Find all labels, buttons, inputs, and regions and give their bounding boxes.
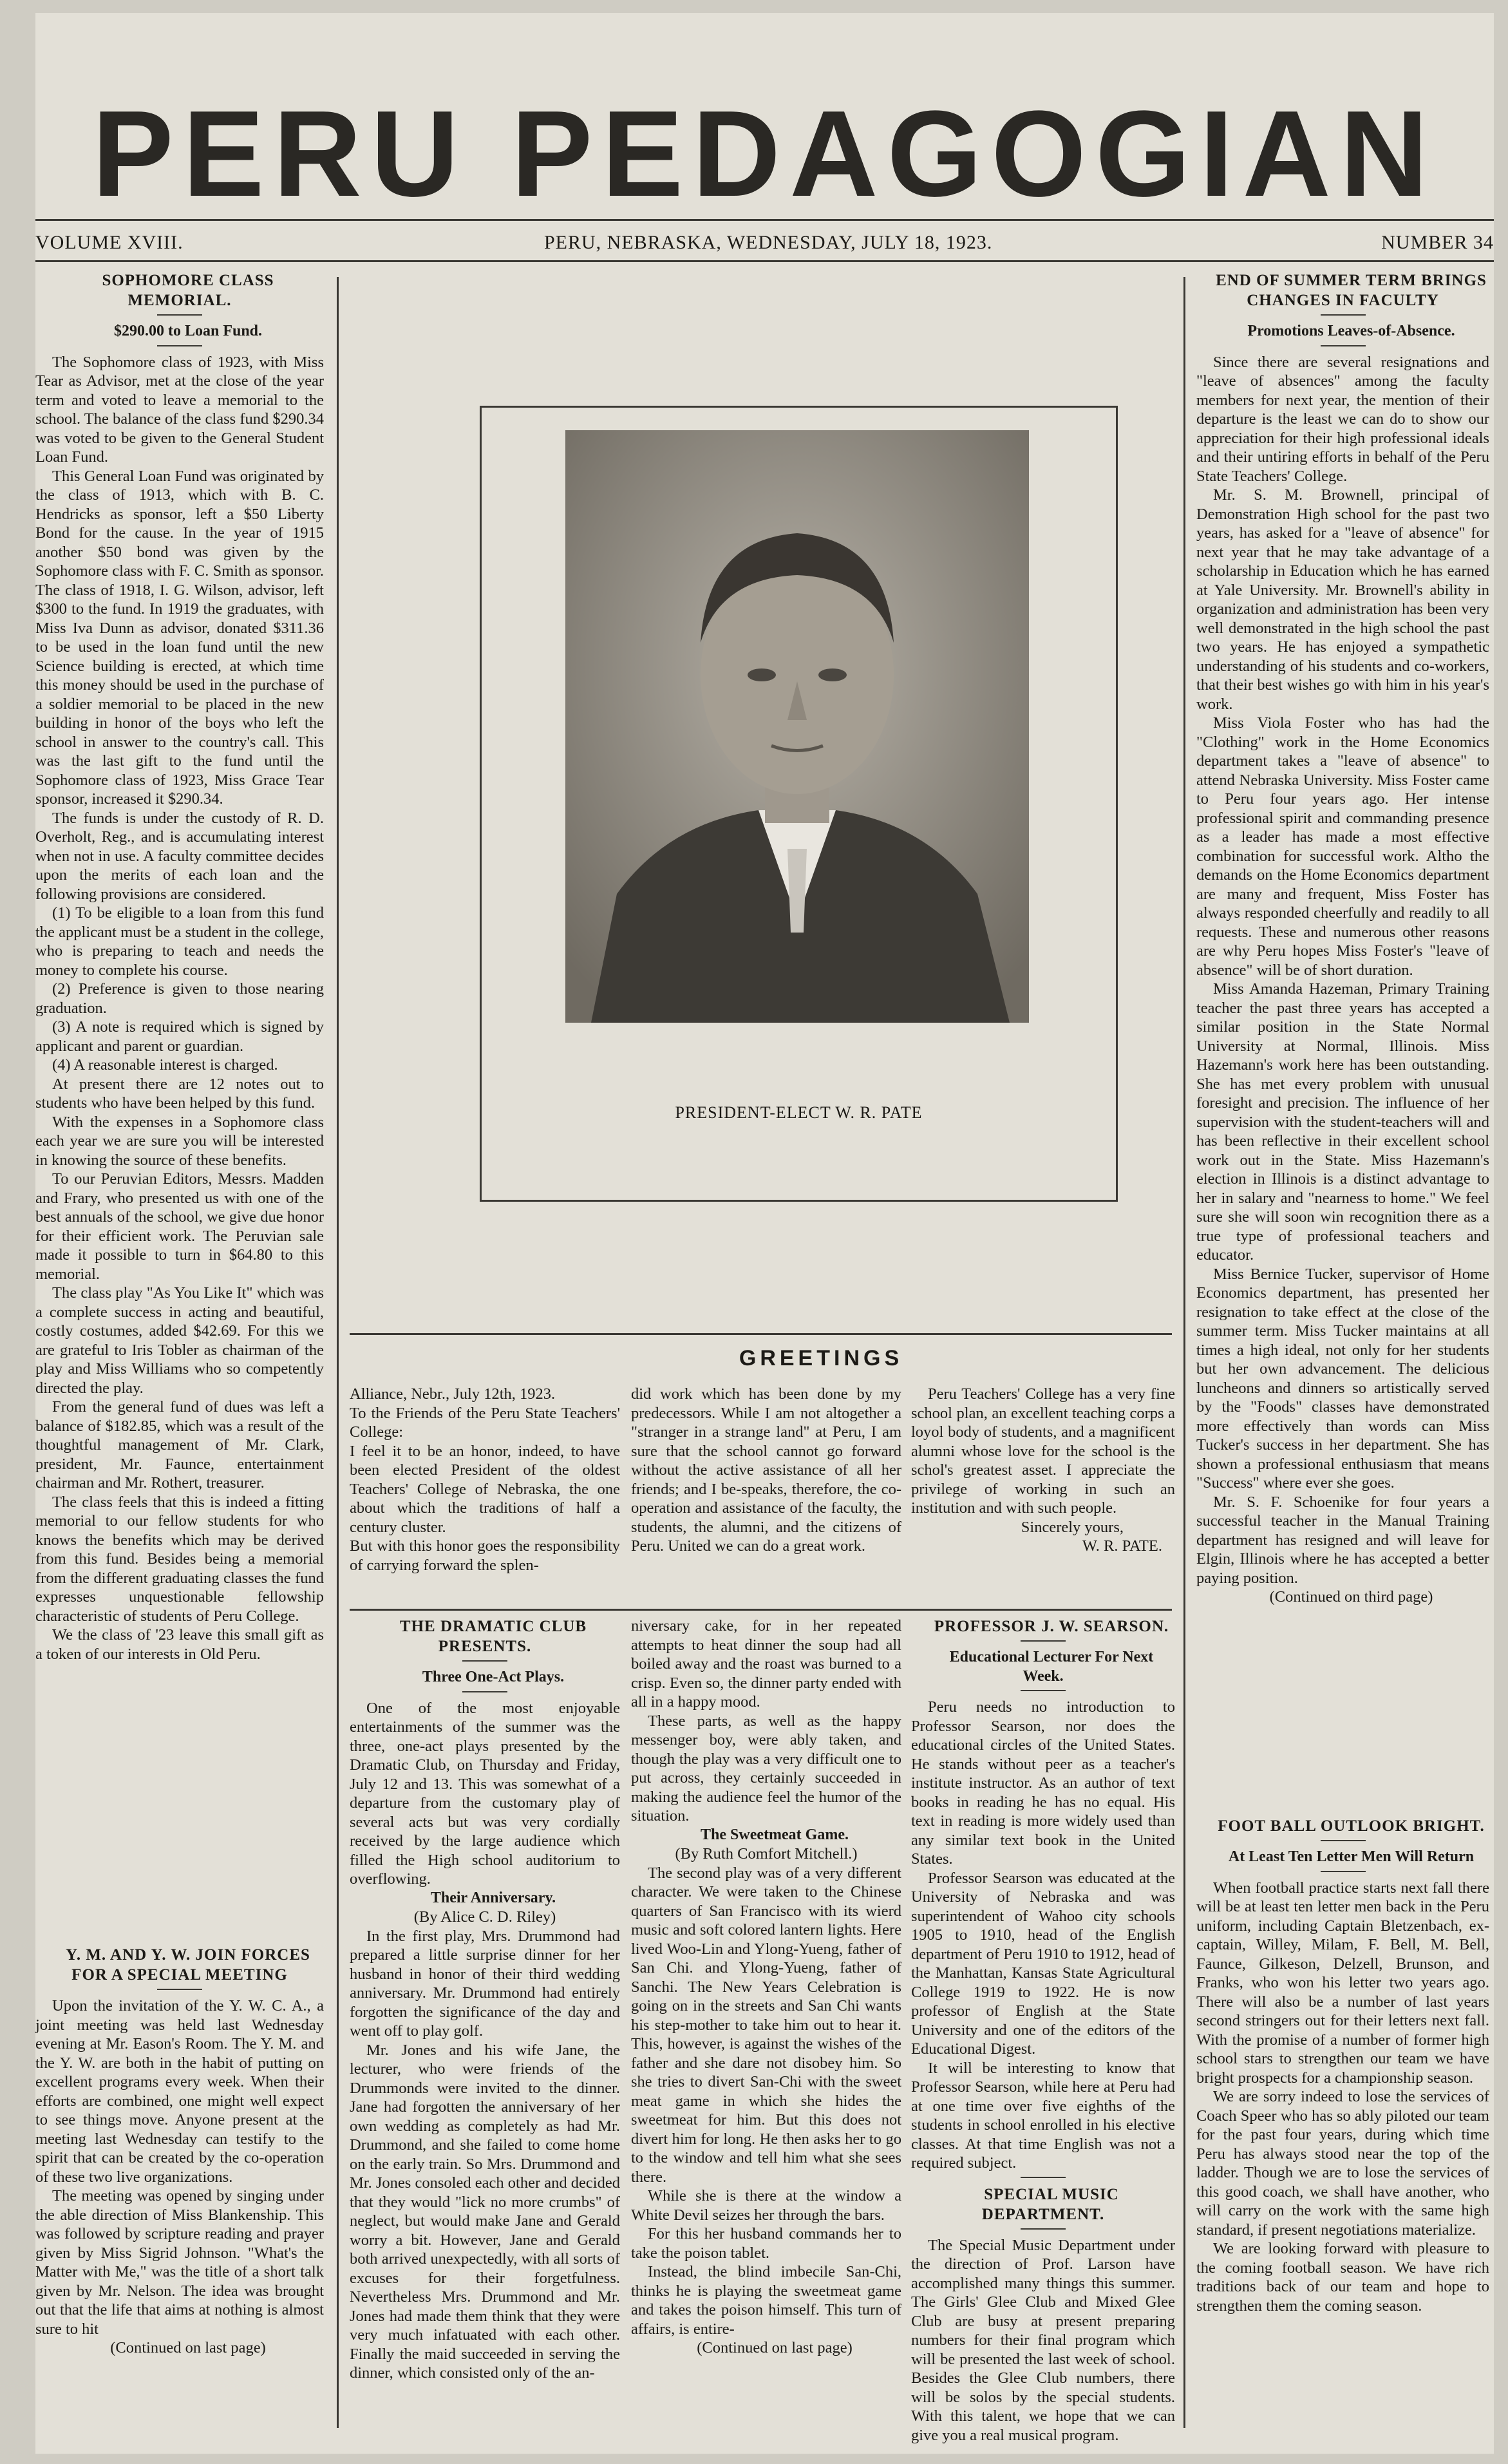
ymca-headline: Y. M. AND Y. W. JOIN FORCES FOR A SPECIAL MEETING	[66, 1946, 310, 1984]
music-headline: SPECIAL MUSIC DEPARTMENT.	[981, 2185, 1119, 2223]
article-paragraph: Professor Searson was educated at the University of Nebraska and was superintendent of Wahoo city schools 1905 to 1910, head of the English department of Peru 1910 to 1912, head of the Manhattan, Kansas State Agricultural College 1919 to 1922. He is now professor of English at the State University and one of the editors of the Educational Digest.	[911, 1869, 1175, 2058]
article-paragraph: While she is there at the window a White Devil seizes her through the bars.	[631, 2187, 901, 2224]
article-paragraph: We are looking forward with pleasure to the coming football season. We have rich traditions back of our team and hope to strengthen them the coming season.	[1196, 2240, 1489, 2315]
article-paragraph: For this her husband commands her to take the poison tablet.	[631, 2225, 901, 2262]
masthead-rule-top	[35, 219, 1494, 221]
play-title: Their Anniversary.	[430, 1889, 556, 1906]
divider	[1321, 1871, 1366, 1872]
article-paragraph: At present there are 12 notes out to students who have been helped by this fund.	[35, 1075, 324, 1112]
faculty-article	[1196, 270, 1489, 1607]
greetings-column-3	[911, 1385, 1175, 1556]
article-paragraph: To our Peruvian Editors, Messrs. Madden and Frary, who presented us with one of the best annuals of the school, we give due honor for their efficient work. The Peruvian sale made it possible to turn in $64.80 to this memorial.	[35, 1170, 324, 1283]
article-paragraph: Miss Amanda Hazeman, Primary Training teacher the past three years has accepted a similar position in the State Normal University at Normal, Illinois. Miss Hazemann's work here has been outstanding. She has met every problem with unusual foresight and precision. The influence of her supervision with the student-teachers will and has been reflective in their excellent school work out in the State. Miss Hazemann's election in Illinois is a distinct advantage to her in salary and "nearness to home." We feel sure she will soon win recognition there as a true type of professional teachers and educator.	[1196, 980, 1489, 1264]
dramatic-article	[350, 1616, 620, 2383]
greetings-column-2: did work which has been done by my predecessors. While I am not altogether a "stranger in a strange land" at Peru, I am sure that the school cannot go forward without the active assistance of all her friends; and I be-speaks, therefore, the co-operation and assistance of the faculty, the students, the alumni, and the citizens of Peru. United we can do a great work.	[631, 1385, 901, 1555]
article-paragraph: Mr. Jones and his wife Jane, the lecturer, who were friends of the Drummonds were invited to the dinner. Jane had forgotten the anniversary of her own wedding as completely as had Mr. Drummond, and she failed to come home on the early train. So Mrs. Drummond and Mr. Jones consoled each other and decided that they would "lick no more crumbs" of neglect, but would make Jane and Gerald worry a bit. However, Jane and Gerald both arrived unexpectedly, with all sorts of excuses for their forgetfulness. Nevertheless Mrs. Drummond and Mr. Jones had made them think that they were very much infatuated with each other. Finally the maid succeeded in serving the dinner, which consisted only of the an-	[350, 2041, 620, 2382]
divider	[1321, 345, 1366, 346]
ymca-article	[35, 1945, 324, 2358]
dramatic-article-cont	[631, 1616, 901, 2358]
divider	[1321, 1840, 1366, 1841]
article-paragraph: Peru needs no introduction to Professor Searson, nor does the educational circles of the United States. He stands without peer as a teacher's institute instructor. As an author of text books in reading he has no equal. His text in reading is more widely used than any similar text book in the United States.	[911, 1698, 1175, 1868]
divider	[1321, 314, 1366, 316]
newspaper-page	[35, 13, 1494, 2454]
article-paragraph: The second play was of a very different character. We were taken to the Chinese quarters of San Francisco with its wierd music and soft colored lantern lights. Here lived Woo-Lin and Ylong-Yueng, father of San Chi. and Ylong-Yueng, father of Sanchi. The New Years Celebration is going on in the streets and San Chi wants his step-mother to take him out to hear it. This, however, is against the wishes of the father and she dare not disobey him. So she tries to divert San-Chi with the sweet meat game in which she hides the sweetmeat for him. But this does not divert him for long. He then asks her to go to the window and tell him what she sees there.	[631, 1864, 901, 2186]
divider	[1021, 2177, 1066, 2178]
masthead-title: PERU PEDAGOGIAN	[91, 86, 1438, 222]
dramatic-subhead: Three One-Act Plays.	[422, 1669, 565, 1685]
article-paragraph: We are sorry indeed to lose the services of Coach Speer who has so ably piloted our team for the past four years, during which time Peru has always stood near the top of the ladder. Though we are to lose the services of this good coach, we shall have another, who will carry on the work with the same high standard, if present negotiations materialize.	[1196, 2088, 1489, 2239]
article-paragraph: These parts, as well as the happy messenger boy, were ably taken, and though the play was a very difficult one to put across, they certainly succeeded in making the audience feel the humor of the situation.	[631, 1712, 901, 1824]
searson-subhead: Educational Lecturer For Next Week.	[949, 1649, 1154, 1685]
article-paragraph: The Sophomore class of 1923, with Miss Tear as Advisor, met at the close of the year term and voted to leave a memorial to the school. The balance of the class fund $290.34 was voted to be given to the General Student Loan Fund.	[35, 353, 324, 466]
continued-note: (Continued on last page)	[697, 2339, 853, 2356]
dateline: PERU, NEBRASKA, WEDNESDAY, JULY 18, 1923.	[544, 232, 993, 253]
article-paragraph: Mr. S. M. Brownell, principal of Demonstration High school for the past two years, has asked for a "leave of absence" for next year that he may take advantage of a scholarship in Education which he has earned at Yale University. Mr. Brownell's ability in organization and administration has been very well demonstrated in the high school the past two years. He has enjoyed a sympathetic understanding of his students and co-workers, that their best wishes go with him in his year's work.	[1196, 486, 1489, 713]
divider	[157, 1989, 202, 1990]
section-rule	[350, 1609, 1172, 1611]
divider	[1021, 2228, 1066, 2230]
article-paragraph: Upon the invitation of the Y. W. C. A., a joint meeting was held last Wednesday evening at Mr. Eason's Room. The Y. M. and the Y. W. are both in the habit of putting on excellent programs every week. When their efforts are combined, one might well expect to see things move. Anyone present at the meeting last Wednesday can testify to the spirit that can be created by the co-operation of these two live organizations.	[35, 1997, 324, 2186]
dateline-bar	[35, 232, 1494, 258]
article-paragraph: The class feels that this is indeed a fitting memorial to our fellow students for who knows the benefits which may be derived from this fund. Besides being a memorial from the different graduating classes the fund expresses unquestionable fellowship characteristic of students of Peru College.	[35, 1493, 324, 1625]
dramatic-headline: THE DRAMATIC CLUB PRESENTS.	[399, 1618, 587, 1655]
article-paragraph: niversary cake, for in her repeated attempts to heat dinner the soup had all boiled away and the roast was burned to a crisp. Even so, the dinner party ended with all in a happy mood.	[631, 1617, 901, 1711]
article-paragraph: Miss Bernice Tucker, supervisor of Home Economics department, has presented her resignation to take effect at the close of the summer term. Miss Tucker maintains at all times a high ideal, not only for her students but her own advancement. The delicious luncheons and dinners so artistically served by the "Foods" classes have demonstrated more effectively than words can Miss Tucker's success in her department. She has shown a professional enthusiasm that means "Success" where ever she goes.	[1196, 1265, 1489, 1492]
article-paragraph: The Special Music Department under the direction of Prof. Larson have accomplished many things this summer. The Girls' Glee Club and Mixed Glee Club are busy at present preparing numbers for their final program which will be presented the last week of school. Besides the Glee Club numbers, there will be solos by the special students. With this talent, we hope that we can give you a real musical program.	[911, 2236, 1175, 2444]
issue-number: NUMBER 34	[1381, 232, 1494, 253]
column-divider	[1183, 277, 1185, 2428]
faculty-subhead: Promotions Leaves-of-Absence.	[1247, 323, 1455, 339]
play-author: (By Ruth Comfort Mitchell.)	[675, 1845, 858, 1862]
article-paragraph: One of the most enjoyable entertainments of the summer was the three, one-act plays presented by the Dramatic Club, on Thursday and Friday, July 12 and 13. This was somewhat of a departure from the customary play of several acts but was very cordially received by the large audience which filled the High school auditorium to overflowing.	[350, 1699, 620, 1888]
sophomore-article	[35, 270, 324, 1663]
article-paragraph: Miss Viola Foster who has had the "Clothing" work in the Home Economics department takes a "leave of absence" to attend Nebraska University. Miss Foster came to Peru four years ago. Her intense professional spirit and commanding presence as a leader has made a most effective combination for successful work. Altho the demands on the Home Economics department are many and frequent, Miss Foster has always responded cheerfully and readily to all requests. These and numerous other reasons are why Peru hopes Miss Foster's "leave of absence" will be of short duration.	[1196, 714, 1489, 979]
sophomore-headline: SOPHOMORE CLASS MEMORIAL.	[102, 272, 274, 309]
column-divider	[337, 277, 339, 2428]
article-paragraph: (4) A reasonable interest is charged.	[52, 1056, 278, 1074]
greetings-closing: Sincerely yours,	[1021, 1518, 1124, 1536]
greetings-text: Peru Teachers' College has a very fine school plan, an excellent teaching corps a loyol body of students, and a magnificent alumni whose love for the school is the schol's greatest asset. I appreciate the privilege of working in such an institution and with such people.	[911, 1385, 1175, 1517]
football-article	[1196, 1816, 1489, 2315]
football-headline: FOOT BALL OUTLOOK BRIGHT.	[1218, 1817, 1485, 1835]
article-paragraph: The meeting was opened by singing under the able direction of Miss Blankenship. This was followed by scripture reading and prayer given by Miss Sigrid Johnson. "What's the Matter with Me," was the title of a short talk given by Mr. Nelson. The idea was brought out that the life that aims at nothing is almost sure to hit	[35, 2187, 324, 2338]
greetings-title: GREETINGS	[739, 1346, 903, 1370]
divider	[462, 1660, 507, 1662]
sophomore-subhead: $290.00 to Loan Fund.	[113, 323, 263, 339]
divider	[157, 314, 202, 316]
article-paragraph: It will be interesting to know that Professor Searson, while here at Peru had at one time over five eighths of the students in school enrolled in his elective classes. At that time English was not a required subject.	[911, 2059, 1175, 2172]
article-paragraph: This General Loan Fund was originated by the class of 1913, which with B. C. Hendricks as sponsor, left a $50 Liberty Bond for the cause. In the year of 1915 another $50 bond was given by the Sophomore class with F. C. Smith as sponsor. The class of 1918, I. G. Wilson, advisor, left $300 to the fund. In 1919 the graduates, with Miss Iva Dunn as advisor, donated $311.36 to be used in the loan fund until the new Science building is erected, at which time this money should be used in the purchase of a soldier memorial to be placed in the new building in honor of the boys who left the school in answer to the country's call. This was the last gift to the fund until the Sophomore class of 1923, Miss Grace Tear sponsor, increased it $290.34.	[35, 467, 324, 808]
greetings-column-1: Alliance, Nebr., July 12th, 1923. To the Friends of the Peru State Teachers' College: I feel it to be an honor, indeed, to have been elected President of the oldest Teachers' College of Nebraska, the one about which the traditions of half a century cluster. But with this honor goes the responsibility of carrying forward the splen-	[350, 1385, 620, 1574]
masthead-rule-bottom	[35, 260, 1494, 262]
divider	[462, 1691, 507, 1692]
football-subhead: At Least Ten Letter Men Will Return	[1228, 1848, 1475, 1865]
searson-article	[911, 1616, 1175, 2445]
article-paragraph: In the first play, Mrs. Drummond had prepared a little surprise dinner for her husband in honor of their third wedding anniversary. Mr. Drummond had entirely forgotten the significance of the day and went off to play golf.	[350, 1927, 620, 2040]
searson-headline: PROFESSOR J. W. SEARSON.	[934, 1618, 1169, 1635]
divider	[157, 345, 202, 346]
article-paragraph: (3) A note is required which is signed by applicant and parent or guardian.	[35, 1018, 324, 1055]
article-paragraph: Instead, the blind imbecile San-Chi, thinks he is playing the sweetmeat game and takes the poison himself. This turn of affairs, is entire-	[631, 2263, 901, 2338]
photo-caption: PRESIDENT-ELECT W. R. PATE	[675, 1103, 923, 1122]
portrait-image	[565, 430, 1029, 1023]
article-paragraph: From the general fund of dues was left a balance of $182.85, which was a result of the thoughtful management of Mr. Clark, president, Mr. Faunce, entertainment chairman and Mr. Rothert, treasurer.	[35, 1398, 324, 1492]
photo-frame	[480, 406, 1118, 1202]
article-paragraph: (1) To be eligible to a loan from this fund the applicant must be a student in the college, who is preparing to teach and needs the money to complete his course.	[35, 904, 324, 979]
article-paragraph: Since there are several resignations and "leave of absences" among the faculty members for next year, the mention of their departure is the least we can do to show our appreciation for their high professional ideals and their untiring efforts in behalf of the Peru State Teachers' College.	[1196, 353, 1489, 485]
volume-label: VOLUME XVIII.	[35, 232, 184, 253]
section-rule	[350, 1333, 1172, 1335]
article-paragraph: (2) Preference is given to those nearing graduation.	[35, 980, 324, 1017]
continued-note: (Continued on third page)	[1269, 1588, 1433, 1606]
article-paragraph: Mr. S. F. Schoenike for four years a successful teacher in the Manual Training department has resigned and will leave for Elgin, Illinois where he has accepted a better paying position.	[1196, 1493, 1489, 1587]
divider	[1021, 1640, 1066, 1642]
article-paragraph: The class play "As You Like It" which was a complete success in acting and beautiful, costly costumes, added $42.69. For this we are grateful to Iris Tobler as chairman of the play and Miss Williams who so competently directed the play.	[35, 1284, 324, 1397]
divider	[1021, 1690, 1066, 1691]
portrait-photo	[565, 430, 1029, 1023]
article-paragraph: When football practice starts next fall there will be at least ten letter men back in the Peru uniform, including Captain Bletzenbach, ex-captain, Willey, Milam, F. Bell, M. Bell, Faunce, Gilkeson, Delzell, Brunson, and Franks, who won his letter two years ago. There will also be a number of last years second stringers out for their letters next fall. With the promise of a number of former high school stars to strengthen our team we have bright prospects for a championship season.	[1196, 1879, 1489, 2087]
greetings-signature: W. R. PATE.	[1082, 1537, 1162, 1555]
play-title: The Sweetmeat Game.	[701, 1826, 849, 1843]
play-author: (By Alice C. D. Riley)	[413, 1908, 556, 1926]
article-paragraph: The funds is under the custody of R. D. Overholt, Reg., and is accumulating interest when not in use. A faculty committee decides upon the merits of each loan and the following provisions are considered.	[35, 809, 324, 903]
article-paragraph: With the expenses in a Sophomore class each year we are sure you will be interested in knowing the source of these benefits.	[35, 1113, 324, 1169]
faculty-headline: END OF SUMMER TERM BRINGS CHANGES IN FACULTY	[1216, 272, 1487, 309]
article-paragraph: We the class of '23 leave this small gift as a token of our interests in Old Peru.	[35, 1626, 324, 1663]
continued-note: (Continued on last page)	[110, 2339, 266, 2356]
